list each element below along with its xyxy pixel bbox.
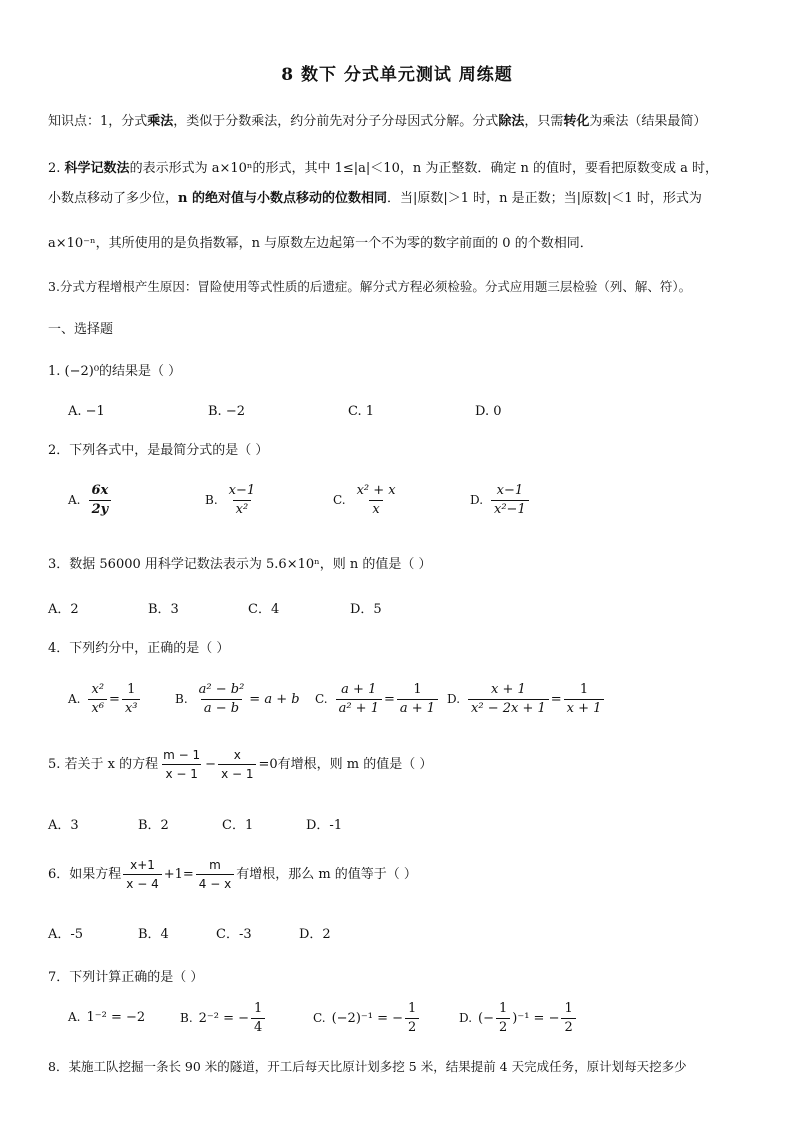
q7-c-expr: (−2)⁻¹ = − <box>331 1011 404 1026</box>
q7-d-label: D. <box>459 1011 473 1025</box>
q4-b-left-fraction: $\frac{\text{a² − b²}}{a - b}$ <box>198 682 245 716</box>
q7-d-fraction: $\frac{1}{2}$ <box>561 1000 575 1037</box>
q4-b-rhs: = a + b <box>249 692 300 707</box>
q2-d-label: D. <box>470 493 484 507</box>
kp1-text-3: ，只需 <box>524 114 564 129</box>
q1-option-b[interactable]: B. −2 <box>208 404 245 419</box>
q6-option-b[interactable]: B．4 <box>138 927 169 942</box>
q4-option-d[interactable] <box>447 681 606 718</box>
kp2-text: 的表示形式为 a×10ⁿ的形式，其中 1≤|a|＜10，n 为正整数．确定 n 的值时，要看把原数变成 a 时， <box>129 161 719 176</box>
knowledge-point-2-line3 <box>48 232 593 251</box>
q7-c-fraction: $\frac{1}{2}$ <box>405 1000 419 1037</box>
q5-fraction-1: $\frac{m - 1}{x - 1}$ <box>163 748 201 781</box>
q2-option-b[interactable] <box>205 482 260 519</box>
q7-b-label: B. <box>180 1011 193 1025</box>
kp2-text-3: ．当|原数|＞1 时，n 是正数；当|原数|＜1 时，形式为 <box>387 191 702 206</box>
question-4-stem: 4．下列约分中，正确的是（ ） <box>48 641 230 656</box>
q2-c-fraction: $\frac{\text{x² + x}}{x}$ <box>356 483 396 517</box>
q7-a-label: A. <box>68 1010 81 1024</box>
q5-option-a[interactable]: A．3 <box>48 818 79 833</box>
q2-d-fraction: $\frac{x-1}{\text{x²−1}}$ <box>491 482 529 519</box>
q7-b-expr: 2⁻² = − <box>198 1011 250 1026</box>
kp1-text-4: 为乘法（结果最简） <box>589 114 707 129</box>
q4-option-a[interactable] <box>68 681 142 718</box>
q1-option-a[interactable]: A. −1 <box>68 404 105 419</box>
kp1-text-2: ，类似于分数乘法，约分前先对分子分母因式分解。分式 <box>173 114 499 129</box>
q4-d-equals: = <box>550 692 562 707</box>
q7-d-inner-fraction: $\frac{1}{2}$ <box>496 1000 510 1037</box>
q2-c-label: C. <box>333 493 346 507</box>
q4-d-left-fraction: $\frac{x + 1}{\text{x² − 2x + 1}}$ <box>468 681 549 718</box>
q4-a-label: A. <box>68 692 81 706</box>
q4-d-right-fraction: $\frac{1}{x + 1}$ <box>564 681 605 718</box>
q4-c-left-fraction: $\frac{a + 1}{\text{a² + 1}}$ <box>336 681 382 718</box>
q2-a-label: A. <box>68 493 81 507</box>
q6-fraction-2: $\frac{m}{4 - x}$ <box>196 856 234 893</box>
kp2-text-4: a×10⁻ⁿ，其所使用的是负指数幂，n 与原数左边起第一个不为零的数字前面的 0 的个数相同． <box>48 236 593 251</box>
q5-option-c[interactable]: C．1 <box>222 818 254 833</box>
q5-text-2: =0有增根，则 m 的值是（ ） <box>258 757 433 772</box>
q4-b-label: B. <box>175 692 188 706</box>
q4-c-equals: = <box>383 692 395 707</box>
question-2-stem: 2．下列各式中，是最简分式的是（ ） <box>48 443 269 458</box>
page-title: 8 数下 分式单元测试 周练题 <box>281 65 513 85</box>
q7-option-c[interactable] <box>313 1000 421 1037</box>
q4-d-label: D. <box>447 692 461 706</box>
q1-option-d[interactable]: D. 0 <box>475 404 502 419</box>
kp1-bold-convert: 转化 <box>563 114 590 129</box>
q6-option-a[interactable]: A．-5 <box>48 927 84 942</box>
q7-c-label: C. <box>313 1011 326 1025</box>
question-8-stem: 8．某施工队挖掘一条长 90 米的隧道，开工后每天比原计划多挖 5 米，结果提前 4 天完成任务，原计划每天挖多少 <box>48 1059 687 1074</box>
q2-a-fraction: $\frac{6x}{2y}$ <box>88 482 111 519</box>
question-5-stem <box>48 746 432 783</box>
question-7-stem: 7．下列计算正确的是（ ） <box>48 970 204 985</box>
q7-b-fraction: $\frac{1}{4}$ <box>251 1000 265 1037</box>
question-3-stem: 3．数据 56000 用科学记数法表示为 5.6×10ⁿ，则 n 的值是（ ） <box>48 557 432 572</box>
knowledge-point-1 <box>48 110 706 129</box>
q5-minus: − <box>205 757 217 772</box>
q7-option-d[interactable] <box>459 1000 578 1037</box>
q6-option-c[interactable]: C．-3 <box>216 927 252 942</box>
q3-option-b[interactable]: B．3 <box>148 602 179 617</box>
q6-plus-one: +1= <box>163 867 194 882</box>
kp2-bold-rule: n 的绝对值与小数点移动的位数相同 <box>178 191 387 206</box>
q4-c-right-fraction: $\frac{1}{a + 1}$ <box>397 681 438 718</box>
knowledge-point-2-line1 <box>48 157 718 176</box>
q3-option-d[interactable]: D．5 <box>350 602 382 617</box>
q5-option-d[interactable]: D．-1 <box>306 818 343 833</box>
kp2-text-2: 小数点移动了多少位， <box>48 191 179 206</box>
knowledge-point-3: 3.分式方程增根产生原因：冒险使用等式性质的后遗症。解分式方程必须检验。分式应用题三层检验（列、解、符）。 <box>48 279 692 294</box>
kp1-text: 知识点：1，分式 <box>48 114 148 129</box>
q5-fraction-2: $\frac{x}{x - 1}$ <box>218 746 256 783</box>
question-6-stem <box>48 856 417 893</box>
q7-option-a[interactable] <box>68 1010 145 1025</box>
q1-option-c[interactable]: C. 1 <box>348 404 375 419</box>
kp1-bold-multiply: 乘法 <box>147 114 174 129</box>
q4-a-right-fraction: $\frac{1}{\text{x³}}$ <box>122 681 141 718</box>
q2-option-a[interactable] <box>68 482 113 519</box>
section-heading: 一、选择题 <box>48 322 114 337</box>
q5-text: 5. 若关于 x 的方程 <box>48 757 159 772</box>
q4-a-equals: = <box>109 692 120 707</box>
q4-option-b[interactable] <box>175 681 300 718</box>
question-1-stem: 1. (−2)⁰的结果是（ ） <box>48 364 182 379</box>
q3-option-a[interactable]: A．2 <box>48 602 79 617</box>
kp2-bold-sci: 科学记数法 <box>64 161 130 176</box>
q7-d-close: )⁻¹ = − <box>512 1011 560 1026</box>
q6-text: 6．如果方程 <box>48 867 122 882</box>
q5-option-b[interactable]: B．2 <box>138 818 169 833</box>
q6-option-d[interactable]: D．2 <box>299 927 331 942</box>
q6-text-2: 有增根，那么 m 的值等于（ ） <box>236 867 417 882</box>
q2-option-c[interactable] <box>333 482 401 519</box>
q4-c-label: C. <box>315 692 328 706</box>
q4-option-c[interactable] <box>315 681 440 718</box>
q7-d-open: (− <box>478 1011 494 1026</box>
knowledge-point-2-line2 <box>48 187 702 206</box>
q2-b-label: B. <box>205 493 218 507</box>
kp1-bold-divide: 除法 <box>498 114 525 129</box>
q2-option-d[interactable] <box>470 482 531 519</box>
q6-fraction-1: $\frac{x+1}{x - 4}$ <box>123 856 161 893</box>
q2-b-fraction: $\frac{x-1}{\text{x²}}$ <box>228 483 256 517</box>
q7-option-b[interactable] <box>180 1000 267 1037</box>
kp2-number: 2. <box>48 161 65 176</box>
q3-option-c[interactable]: C．4 <box>248 602 280 617</box>
q7-a-expr: 1⁻² = −2 <box>86 1010 146 1025</box>
q4-a-left-fraction: $\frac{\text{x²}}{\text{x⁶}}$ <box>88 681 107 718</box>
